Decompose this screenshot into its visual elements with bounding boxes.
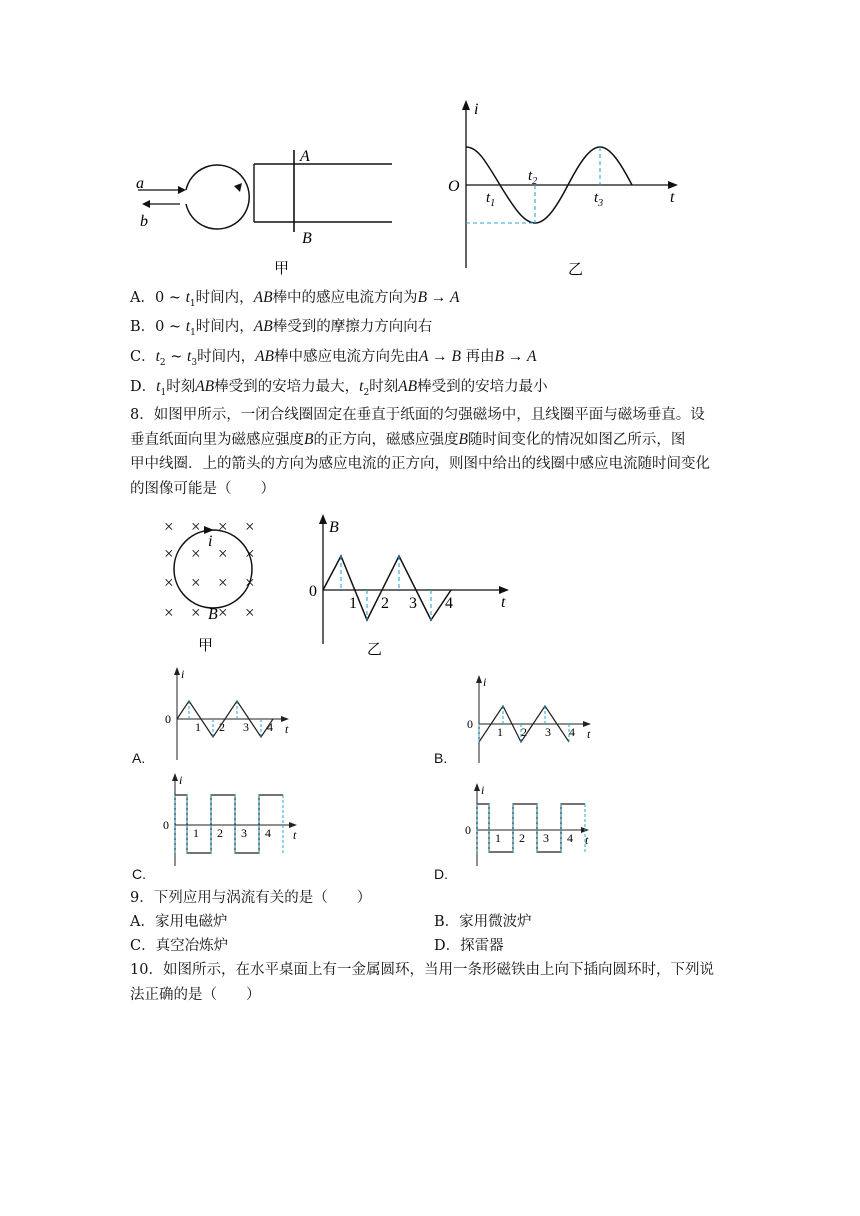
- cross-mark: ×: [245, 603, 255, 622]
- tick-label: 2: [519, 831, 525, 845]
- tick-label: 1: [497, 725, 503, 739]
- cross-mark: ×: [191, 603, 201, 622]
- origin-O: O: [448, 178, 460, 195]
- q8-stem-line-4: 的图像可能是（ ）: [130, 480, 275, 497]
- q7-option-a[interactable]: A．0 ~ $t_1$时间内，AB棒中的感应电流方向为B → A: [130, 289, 460, 309]
- tick-label: 1: [495, 831, 501, 845]
- axis-t-label: t: [293, 828, 297, 842]
- caption-yi: 乙: [568, 262, 584, 278]
- cross-mark: ×: [164, 573, 174, 592]
- tick-label: 4: [567, 831, 573, 845]
- coil-label-i: i: [208, 533, 213, 550]
- caption-jia-q8: 甲: [198, 638, 214, 654]
- label-b: b: [140, 213, 148, 230]
- tick-label: 3: [543, 831, 549, 845]
- t3-label: t: [594, 190, 599, 206]
- q8-stem: [130, 403, 730, 501]
- origin-label: 0: [467, 717, 473, 731]
- tick-label: 1: [193, 826, 199, 840]
- t3-sub: 3: [598, 198, 604, 209]
- origin-0: 0: [309, 583, 317, 600]
- q8-graph-c[interactable]: [153, 770, 303, 870]
- axis-i-label: i: [181, 667, 185, 681]
- q7-figure-jia: [130, 140, 400, 280]
- cross-mark: ×: [191, 517, 201, 536]
- tick-3: 3: [409, 595, 417, 612]
- tick-label: 4: [265, 826, 271, 840]
- q8-option-a-label[interactable]: A.: [132, 750, 146, 766]
- cross-mark: ×: [164, 603, 174, 622]
- tick-label: 3: [545, 725, 551, 739]
- svg-text:t3: [594, 190, 603, 209]
- q9-option-a[interactable]: A．家用电磁炉: [130, 914, 228, 930]
- t1-label: t: [486, 190, 491, 206]
- tick-label: 4: [267, 720, 273, 734]
- axis-i-label: i: [483, 675, 487, 689]
- q8-stem-line-1: 8．如图甲所示，一闭合线圈固定在垂直于纸面的匀强磁场中，且线圈平面与磁场垂直。设: [130, 407, 705, 423]
- q8-graph-d[interactable]: [455, 780, 595, 870]
- q8-graph-b[interactable]: [457, 672, 597, 767]
- q9-stem: 9．下列应用与涡流有关的是（ ）: [130, 890, 372, 906]
- axis-t-label: t: [285, 722, 289, 736]
- t2-label: t: [528, 168, 533, 184]
- caption-yi-q8: 乙: [367, 642, 383, 658]
- cross-mark: ×: [191, 573, 201, 592]
- caption-jia: 甲: [274, 261, 290, 277]
- q8-option-c-label[interactable]: C.: [132, 866, 146, 882]
- tick-2: 2: [381, 595, 389, 612]
- axis-i-label: i: [179, 773, 183, 787]
- tick-1: 1: [349, 595, 357, 612]
- origin-label: 0: [465, 823, 471, 837]
- cross-mark: ×: [245, 544, 255, 563]
- q8-figure-yi: [305, 514, 515, 660]
- cross-mark: ×: [164, 544, 174, 563]
- q10-stem: [130, 958, 730, 1007]
- cross-mark: ×: [218, 603, 228, 622]
- tick-label: 2: [521, 725, 527, 739]
- origin-label: 0: [163, 818, 169, 832]
- cross-mark: ×: [245, 573, 255, 592]
- tick-label: 4: [569, 725, 575, 739]
- axis-B: B: [329, 519, 339, 536]
- origin-label: 0: [165, 712, 171, 726]
- q7-option-b[interactable]: B．0 ~ $t_1$时间内，AB棒受到的摩擦力方向向右: [130, 318, 433, 338]
- axis-t-q8: t: [501, 594, 506, 611]
- t2-sub: 2: [532, 176, 538, 187]
- cross-mark: ×: [218, 544, 228, 563]
- cross-mark: ×: [191, 544, 201, 563]
- cross-mark: ×: [218, 517, 228, 536]
- axis-i-label: i: [481, 783, 485, 797]
- q8-option-d-label[interactable]: D.: [434, 866, 448, 882]
- axis-t: t: [670, 189, 675, 206]
- label-a: a: [136, 175, 144, 192]
- tick-label: 1: [195, 720, 201, 734]
- q9-option-d[interactable]: D．探雷器: [434, 938, 504, 954]
- t1-sub: 1: [490, 198, 496, 209]
- label-A: A: [300, 148, 310, 165]
- label-B: B: [302, 230, 312, 247]
- tick-label: 3: [243, 720, 249, 734]
- q9-option-c[interactable]: C．真空冶炼炉: [130, 938, 229, 954]
- q8-figure-jia: [156, 508, 276, 658]
- q10-stem-line-1: 10．如图所示，在水平桌面上有一金属圆环，当用一条形磁铁由上向下插向圆环时，下列说: [130, 962, 714, 978]
- q8-option-b-label[interactable]: B.: [434, 750, 448, 766]
- cross-mark: ×: [164, 517, 174, 536]
- tick-4: 4: [445, 595, 453, 612]
- q7-option-d[interactable]: D．$t_1$时刻AB棒受到的安培力最大，$t_2$时刻AB棒受到的安培力最小: [130, 378, 548, 398]
- tick-label: 3: [241, 826, 247, 840]
- axis-t-label: t: [587, 727, 591, 741]
- q9-option-b[interactable]: B．家用微波炉: [434, 914, 532, 930]
- current-curve: [175, 795, 283, 853]
- q8-stem-line-3: 甲中线圈．上的箭头的方向为感应电流的正方向，则图中给出的线圈中感应电流随时间变化: [130, 456, 710, 472]
- axis-t-label: t: [585, 833, 589, 847]
- cross-mark: ×: [218, 573, 228, 592]
- cross-mark: ×: [245, 517, 255, 536]
- q7-option-c[interactable]: C．$t_2$ ~ $t_3$时间内，AB棒中感应电流方向先由A → B 再由B → A: [130, 348, 537, 368]
- axis-i: i: [474, 101, 479, 118]
- q8-graph-a[interactable]: [155, 664, 295, 764]
- tick-label: 2: [219, 720, 225, 734]
- svg-text:t2: [528, 168, 537, 187]
- tick-label: 2: [217, 826, 223, 840]
- q7-figure-yi: [440, 98, 690, 280]
- field-label-B: B: [208, 606, 218, 623]
- svg-text:t1: [486, 190, 495, 209]
- q10-stem-line-2: 法正确的是（ ）: [130, 986, 261, 1003]
- q8-stem-line-2: 垂直纸面向里为磁感应强度B的正方向，磁感应强度B随时间变化的情况如图乙所示，图: [130, 430, 686, 448]
